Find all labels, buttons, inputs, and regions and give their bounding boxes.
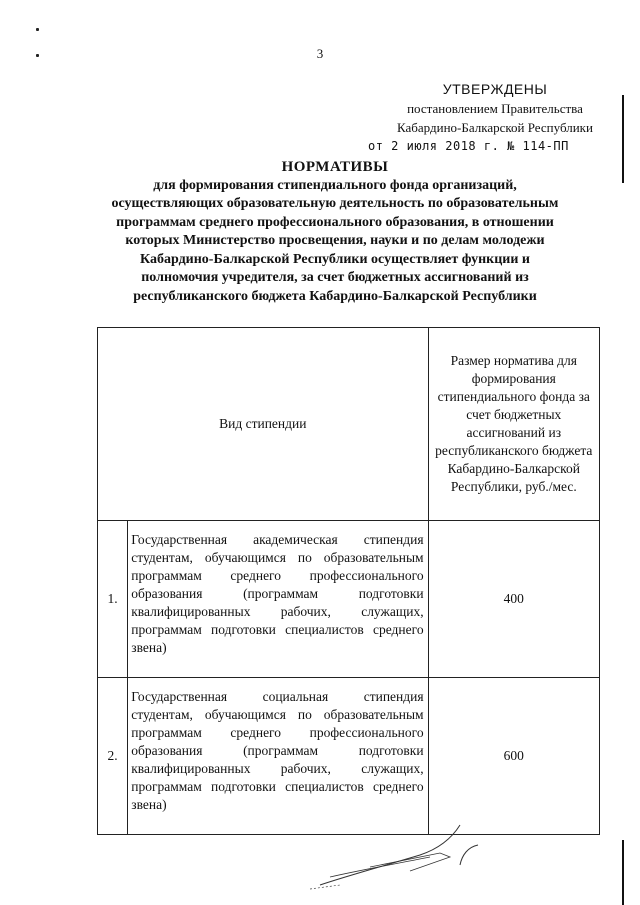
scan-mark [36,28,39,31]
scan-edge-line [622,840,624,905]
row-amount: 400 [428,521,599,678]
row-number: 1. [98,521,128,678]
approval-heading: УТВЕРЖДЕНЫ [442,81,548,97]
title-line: республиканского бюджета Кабардино-Балкарской Республики [133,288,537,304]
title-line: Кабардино-Балкарской Республики осуществляет функции и [140,251,530,267]
approval-block [360,80,630,156]
header-kind: Вид стипендии [98,328,429,521]
table-row [98,521,600,678]
header-size: Размер норматива для формирования стипендиального фонда за счет бюджетных ассигнований из республиканского бюджета Кабардино-Балкарской Республики, руб./мес. [428,328,599,521]
row-description: Государственная социальная стипендия студентам, обучающимся по образовательным программам среднего профессионального образования (программам подготовки квалифицированных рабочих, служащих, программам подготовки специалистов среднего звена) [128,678,428,835]
page-number: 3 [316,46,324,61]
approval-line-2: Кабардино-Балкарской Республики [397,120,593,135]
title-line: осуществляющих образовательную деятельность по образовательным [111,196,559,211]
row-amount: 600 [428,678,599,835]
approval-line-1: постановлением Правительства [407,101,583,116]
approval-line-3: от 2 июля 2018 г. № 114-ПП [368,139,569,153]
title-line: для формирования стипендиального фонда организаций, [153,177,517,193]
row-description: Государственная академическая стипендия студентам, обучающимся по образовательным программам среднего профессионального образования (программам подготовки квалифицированных рабочих, служащих, программам подготовки специалистов среднего звена) [128,521,428,678]
signature-mark [310,815,510,895]
title-main: НОРМАТИВЫ [281,159,389,175]
table-header-row [98,328,600,521]
document-title [60,158,610,306]
table-row [98,678,600,835]
row-number: 2. [98,678,128,835]
title-line: программам среднего профессионального образования, в отношении [116,214,554,230]
norms-table [97,327,600,835]
title-line: которых Министерство просвещения, науки и по делам молодежи [125,233,545,248]
title-line: полномочия учредителя, за счет бюджетных ассигнований из [141,270,529,285]
